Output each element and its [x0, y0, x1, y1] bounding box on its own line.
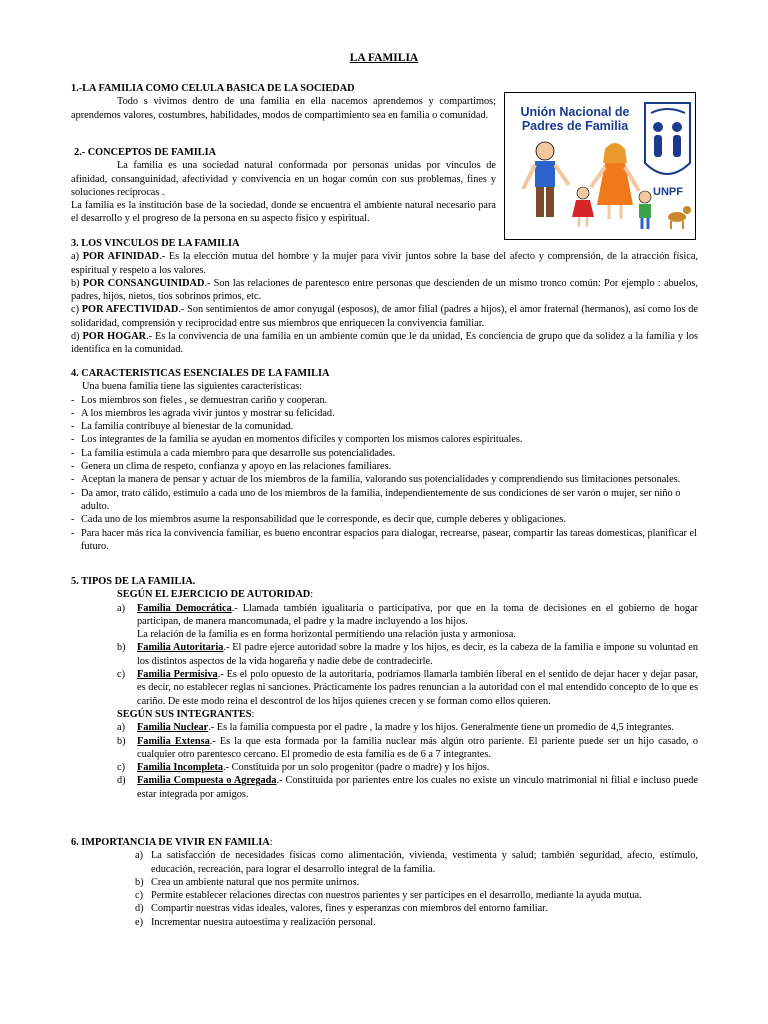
characteristic-item: - A los miembros les agrada vivir juntos y mostrar su felicidad. [71, 407, 335, 419]
family-type-item: d) Familia Compuesta o Agregada.- Constituida por parientes entre los cuales no existe un vinculo matrimonial ni filial e incluso puede estar integrada por amigos. [117, 775, 698, 800]
importance-item: d) Compartir nuestras vidas ideales, valores, fines y esperanzas con miembros del entorno familiar. [135, 903, 548, 915]
section-4 [71, 367, 698, 553]
characteristic-item: - Los integrantes de la familia se ayudan en momentos difíciles y comporten los mismos calores espirituales. [71, 434, 523, 446]
section-2-paragraph-2: La familia es la institución base de la sociedad, donde se encuentra el ambiente natural necesario para el desarrollo y el progreso de la persona en su aspecto físico y espiritual. [71, 200, 496, 225]
family-type-item: c) Familia Permisiva.- Es el polo opuesto de la autoritaria, podríamos llamarla también liberal en el sentido de dejar hacer y dejar pasar, es decir, no establecer reglas ni sanciones. Prácticamente los padres renuncian a la autoridad con el mal entendido concepto de lo que es cariño. De este modo reina el descontrol de los hijos quienes crecen y se forman como ellos quieren. [117, 669, 698, 707]
characteristic-item: - Aceptan la manera de pensar y actuar de los miembros de la familia, valorando sus potencialidades y comprendiendo sus limitaciones personales. [71, 474, 681, 486]
importance-item: c) Permite establecer relaciones directas con nuestros parientes y ser partícipes en el desarrollo, mediante la ayuda mutua. [135, 890, 642, 902]
section-4-heading: 4. CARACTERISTICAS ESENCIALES DE LA FAMILIA [71, 368, 330, 379]
characteristic-item: - Genera un clima de respeto, confianza y apoyo en las relaciones familiares. [71, 461, 392, 473]
bond-item: c) POR AFECTIVIDAD.- Son sentimientos de amor conyugal (esposos), de amor filial (padres a hijos), el amor fraternal (hermanos), así como los de solidaridad, comprensión y reciprocidad entre sus miembros que enriquecen la convivencia familiar. [71, 304, 698, 329]
logo-text: Unión Nacional de Padres de Familia [520, 105, 630, 133]
document-title: LA FAMILIA [349, 52, 419, 64]
characteristic-item: - Los miembros son fieles , se demuestran cariño y cooperan. [71, 394, 328, 406]
section-1 [71, 82, 496, 122]
unpf-emblem-icon [645, 103, 690, 174]
bond-item: a) POR AFINIDAD.- Es la elección mutua del hombre y la mujer para vivir juntos sobre la base del afecto y comprensión, de la atracción física, espiritual y respeto a los valores. [71, 251, 698, 276]
section-2 [71, 146, 496, 226]
bond-item: d) POR HOGAR.- Es la convivencia de una familia en un ambiente común que le da unidad, Es conciencia de grupo que da solidez a la familia y los identifica en la comunidad. [71, 331, 699, 356]
unpf-logo [504, 92, 696, 240]
importance-item: e) Incrementar nuestra autoestima y realización personal. [135, 916, 376, 928]
importance-item: a) La satisfacción de necesidades físicas como alimentación, vivienda, vestimenta y salud; también seguridad, afecto, estímulo, educación, recreación, para lograr el desarrollo integral de la familia. [135, 850, 698, 875]
section-2-paragraph-1: La familia es una sociedad natural conformada por personas unidas por vínculos de afinidad, consanguinidad, afectividad y convivencia en un hogar común con sus problemas, fines y soluciones recíprocas . [71, 160, 496, 198]
section-2-heading: 2.- CONCEPTOS DE FAMILIA [74, 147, 217, 158]
child-figure-icon [639, 191, 651, 229]
authority-subheading: SEGÚN EL EJERCICIO DE AUTORIDAD: [117, 589, 314, 601]
importance-item: b) Crea un ambiente natural que nos permite unirnos. [135, 876, 360, 888]
characteristic-item: - Para hacer más rica la convivencia familiar, es bueno encontrar espacios para dialogar, recrearse, pasear, compartir las tareas domesticas, planificar el futuro. [71, 527, 697, 552]
section-1-body: Todo s vivimos dentro de una familia en ella nacemos aprendemos y compartimos; aprendemos valores, costumbres, habilidades, modos de compartimiento sea en familia o comunidad. [71, 96, 496, 121]
section-6-heading: 6. IMPORTANCIA DE VIVIR EN FAMILIA: [71, 837, 273, 848]
characteristic-item: - La familia contribuye al bienestar de la comunidad. [71, 421, 294, 433]
section-4-intro: Una buena familia tiene las siguientes características: [82, 381, 303, 393]
family-illustration [505, 93, 695, 239]
family-type-item: c) Familia Incompleta.- Constituida por un solo progenitor (padre o madre) y los hijos. [117, 762, 490, 774]
mother-figure-icon [591, 143, 639, 219]
section-3 [71, 237, 698, 357]
section-5-heading: 5. TIPOS DE LA FAMILIA. [71, 576, 196, 587]
members-subheading: SEGÚN SUS INTEGRANTES: [117, 708, 255, 720]
family-type-item: a) Familia Democrática.- Llamada también igualitaria o participativa, por que en la toma de decisiones en el gobierno de hogar participan, de manera mancomunada, el padre y la madre incluyendo a los hijos. La relación de la familia es en forma horizontal permitiendo una relación justa y armoniosa. [117, 602, 698, 641]
section-6 [71, 836, 698, 929]
section-1-heading: 1.-LA FAMILIA COMO CELULA BASICA DE LA SOCIEDAD [71, 83, 355, 94]
characteristic-item: - Da amor, trato cálido, estimulo a cada uno de los miembros de la familia, independientemente de sus condiciones de ser varón o mujer, ser niño o adulto. [71, 487, 681, 512]
family-type-item: a) Familia Nuclear.- Es la familia compuesta por el padre , la madre y los hijos. Generalmente tiene un promedio de 4,5 integrantes. [117, 722, 675, 734]
child-figure-icon [572, 187, 594, 227]
section-5 [71, 575, 698, 801]
father-figure-icon [523, 142, 569, 217]
family-type-item: b) Familia Autoritaria.- El padre ejerce autoridad sobre la madre y los hijos, es decir, es la cabeza de la familia e impone su voluntad en los distintos aspectos de la vida hogareña y nadie debe de contradecirle. [117, 642, 698, 667]
bond-item: b) POR CONSANGUINIDAD.- Son las relaciones de parentesco entre personas que descienden de un mismo tronco común: Por ejemplo : abuelos, padres, hijos, nietos, tíos sobrinos primos, etc. [71, 277, 698, 303]
family-type-item: b) Familia Extensa.- Es la que esta formada por la familia nuclear más algún otro pariente. El pariente puede ser un hijo casado, o cualquier otro parentesco cercano. El promedio de esta familia es de 6 a 7 integrantes. [117, 735, 699, 760]
characteristic-item: - La familia estimula a cada miembro para que desarrolle sus potencialidades. [71, 447, 396, 459]
characteristic-item: - Cada uno de los miembros asume la responsabilidad que le corresponde, es decir que, cumple deberes y obligaciones. [71, 514, 566, 526]
section-3-heading: 3. LOS VINCULOS DE LA FAMILIA [71, 238, 240, 249]
logo-abbreviation: UNPF [653, 186, 683, 198]
dog-icon [668, 206, 691, 229]
